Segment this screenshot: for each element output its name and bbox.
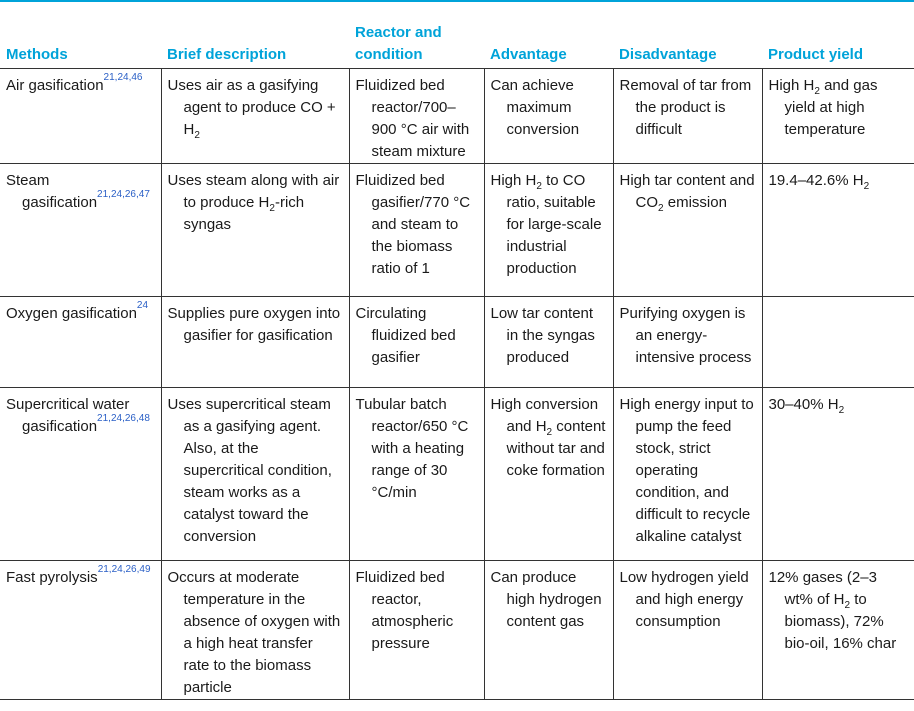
reactor-cell: Tubular batch reactor/650 °C with a heating range of 30 °C/min	[349, 388, 484, 561]
disadvantage-cell: Removal of tar from the product is difficult	[613, 69, 762, 164]
reference-link[interactable]: 21,24,26,49	[97, 564, 151, 575]
method-cell: Air gasification$^{21,24,46}$	[0, 69, 161, 164]
header-advantage: Advantage	[484, 20, 613, 69]
reference-link[interactable]: 21,24,46	[103, 72, 143, 83]
disadvantage-cell: High tar content and $CO_2$ emission	[613, 164, 762, 297]
reactor-cell: Circulating fluidized bed gasifier	[349, 297, 484, 388]
table-row	[0, 69, 914, 164]
advantage-cell: Can achieve maximum conversion	[484, 69, 613, 164]
disadvantage-cell: Purifying oxygen is an energy-intensive process	[613, 297, 762, 388]
yield-cell: 30–40% $H_2$	[762, 388, 914, 561]
reactor-cell: Fluidized bed reactor/700–900 °C air with steam mixture	[349, 69, 484, 164]
advantage-cell: Can produce high hydrogen content gas	[484, 561, 613, 700]
yield-cell: High $H_2$ and gas yield at high temperature	[762, 69, 914, 164]
table-row	[0, 297, 914, 388]
method-cell: Steam gasification$^{21,24,26,47}$	[0, 164, 161, 297]
method-cell: Supercritical water gasification$^{21,24,26,48}$	[0, 388, 161, 561]
table-row	[0, 388, 914, 561]
description-cell: Occurs at moderate temperature in the absence of oxygen with a high heat transfer rate to the biomass particle	[161, 561, 349, 700]
top-rule	[0, 0, 914, 2]
table-row	[0, 164, 914, 297]
yield-cell: 12% gases (2–3 wt% of $H_2$ to biomass), 72% bio-oil, 16% char	[762, 561, 914, 700]
yield-cell: 19.4–42.6% $H_2$	[762, 164, 914, 297]
reference-link[interactable]: 21,24,26,47	[97, 189, 150, 200]
table-row	[0, 561, 914, 700]
reactor-cell: Fluidized bed reactor, atmospheric pressure	[349, 561, 484, 700]
description-cell: Uses supercritical steam as a gasifying agent. Also, at the supercritical condition, steam works as a catalyst toward the conversion	[161, 388, 349, 561]
advantage-cell: Low tar content in the syngas produced	[484, 297, 613, 388]
header-reactor: Reactor and condition	[349, 20, 484, 69]
description-cell: Supplies pure oxygen into gasifier for gasification	[161, 297, 349, 388]
methods-table	[0, 20, 914, 700]
reference-link[interactable]: 21,24,26,48	[97, 413, 150, 424]
advantage-cell: High $H_2$ to CO ratio, suitable for large-scale industrial production	[484, 164, 613, 297]
reference-link[interactable]: 24	[136, 300, 149, 311]
disadvantage-cell: Low hydrogen yield and high energy consumption	[613, 561, 762, 700]
header-yield: Product yield	[762, 20, 914, 69]
description-cell: Uses steam along with air to produce $H_2$-rich syngas	[161, 164, 349, 297]
method-cell: Fast pyrolysis$^{21,24,26,49}$	[0, 561, 161, 700]
reactor-cell: Fluidized bed gasifier/770 °C and steam to the biomass ratio of 1	[349, 164, 484, 297]
disadvantage-cell: High energy input to pump the feed stock, strict operating condition, and difficult to recycle alkaline catalyst	[613, 388, 762, 561]
method-cell: Oxygen gasification$^{24}$	[0, 297, 161, 388]
header-row	[0, 20, 914, 69]
header-methods: Methods	[0, 20, 161, 69]
yield-cell	[762, 297, 914, 388]
description-cell: Uses air as a gasifying agent to produce CO + $H_2$	[161, 69, 349, 164]
header-disadvantage: Disadvantage	[613, 20, 762, 69]
header-description: Brief description	[161, 20, 349, 69]
advantage-cell: High conversion and $H_2$ content without tar and coke formation	[484, 388, 613, 561]
